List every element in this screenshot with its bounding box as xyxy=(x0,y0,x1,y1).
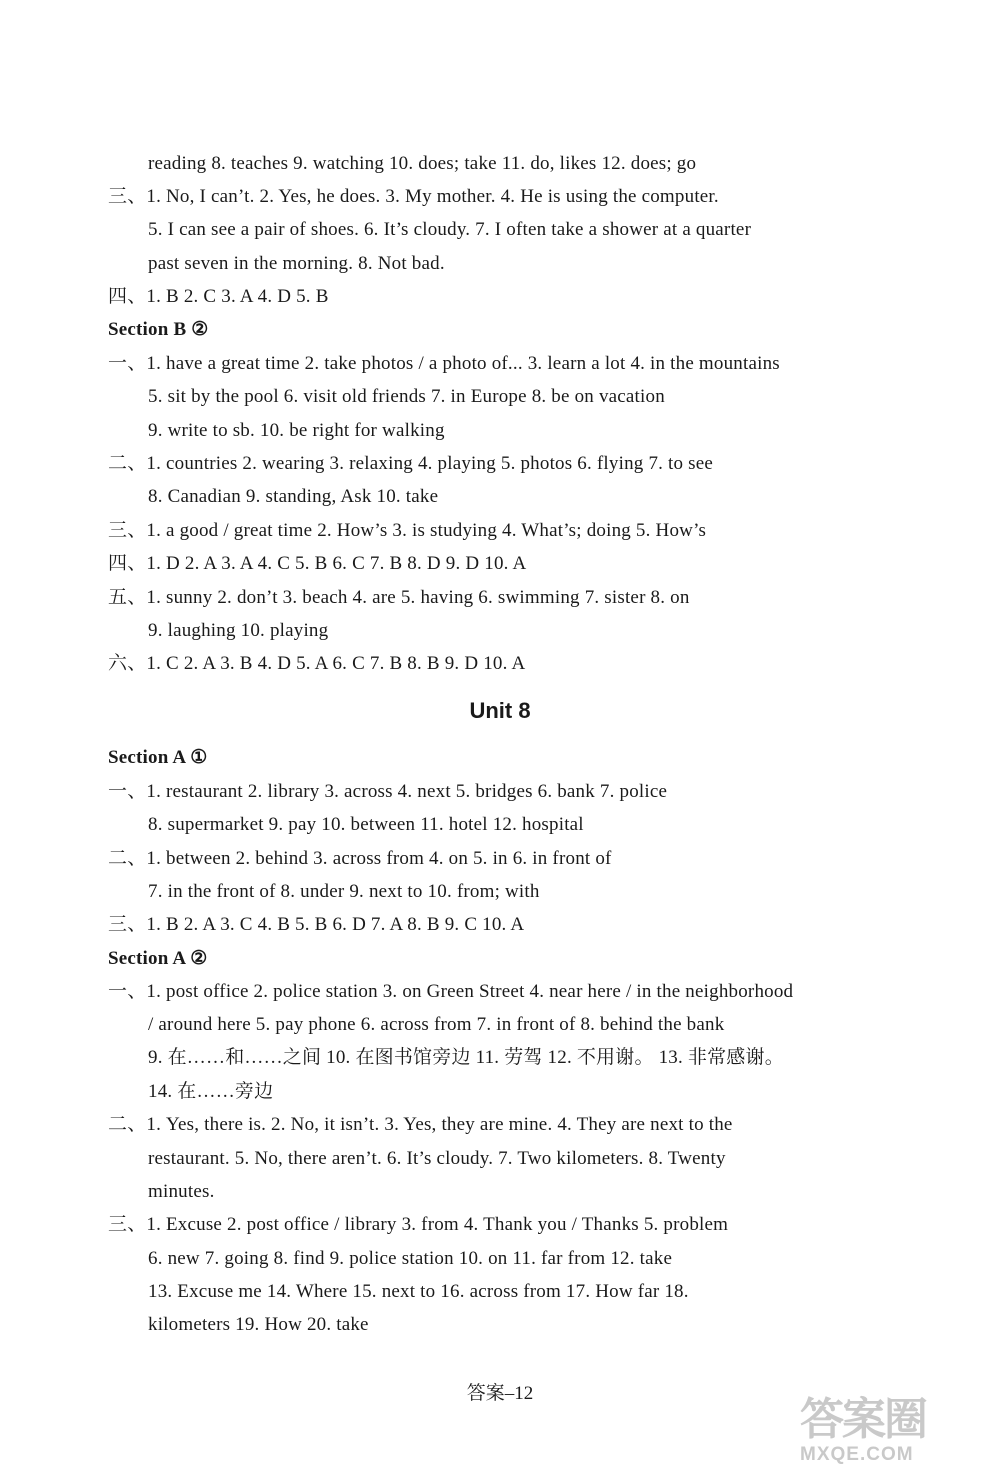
answer-line: 6. new 7. going 8. find 9. police station 10. on 11. far from 12. take xyxy=(148,1248,673,1269)
answer-line: restaurant. 5. No, there aren’t. 6. It’s cloudy. 7. Two kilometers. 8. Twenty xyxy=(148,1148,726,1169)
answer-line: 8. supermarket 9. pay 10. between 11. hotel 12. hospital xyxy=(148,814,584,835)
answer-line: 9. laughing 10. playing xyxy=(148,620,329,641)
answer-line: 13. Excuse me 14. Where 15. next to 16. across from 17. How far 18. xyxy=(148,1281,689,1302)
answer-line: 六、1. C 2. A 3. B 4. D 5. A 6. C 7. B 8. B 9. D 10. A xyxy=(108,653,526,674)
answer-line: 二、1. Yes, there is. 2. No, it isn’t. 3. Yes, they are mine. 4. They are next to the xyxy=(108,1114,733,1135)
unit-title: Unit 8 xyxy=(469,698,531,723)
answer-line: 一、1. have a great time 2. take photos / a photo of... 3. learn a lot 4. in the mountains xyxy=(108,353,780,374)
answer-line: 5. sit by the pool 6. visit old friends 7. in Europe 8. be on vacation xyxy=(148,386,665,407)
answer-line: 四、1. D 2. A 3. A 4. C 5. B 6. C 7. B 8. D 9. D 10. A xyxy=(108,553,527,574)
answer-line: 三、1. No, I can’t. 2. Yes, he does. 3. My mother. 4. He is using the computer. xyxy=(108,186,719,207)
answer-line: reading 8. teaches 9. watching 10. does; take 11. do, likes 12. does; go xyxy=(148,153,697,174)
answer-line: 二、1. between 2. behind 3. across from 4. on 5. in 6. in front of xyxy=(108,848,612,869)
answer-line: 四、1. B 2. C 3. A 4. D 5. B xyxy=(108,286,329,307)
watermark-url: MXQE.COM xyxy=(800,1444,914,1465)
answer-line: 一、1. restaurant 2. library 3. across 4. next 5. bridges 6. bank 7. police xyxy=(108,781,668,802)
answer-line: 三、1. Excuse 2. post office / library 3. from 4. Thank you / Thanks 5. problem xyxy=(108,1214,729,1235)
answer-line: 9. write to sb. 10. be right for walking xyxy=(148,420,445,441)
answer-line: 7. in the front of 8. under 9. next to 10. from; with xyxy=(148,881,540,902)
answer-line: 8. Canadian 9. standing, Ask 10. take xyxy=(148,486,439,507)
answer-line: 二、1. countries 2. wearing 3. relaxing 4. playing 5. photos 6. flying 7. to see xyxy=(108,453,714,474)
page-footer: 答案–12 xyxy=(466,1383,534,1404)
answer-line: 9. 在……和……之间 10. 在图书馆旁边 11. 劳驾 12. 不用谢。 13. 非常感谢。 xyxy=(148,1047,784,1068)
answer-line: 五、1. sunny 2. don’t 3. beach 4. are 5. having 6. swimming 7. sister 8. on xyxy=(108,587,690,608)
answer-line: 三、1. B 2. A 3. C 4. B 5. B 6. D 7. A 8. B 9. C 10. A xyxy=(108,914,525,935)
section-heading: Section A ① xyxy=(108,747,208,768)
answer-line: / around here 5. pay phone 6. across from 7. in front of 8. behind the bank xyxy=(148,1014,725,1035)
answer-line: 三、1. a good / great time 2. How’s 3. is studying 4. What’s; doing 5. How’s xyxy=(108,520,707,541)
watermark-logo xyxy=(800,1395,980,1465)
answer-line: past seven in the morning. 8. Not bad. xyxy=(148,253,445,274)
answer-line: kilometers 19. How 20. take xyxy=(148,1314,369,1335)
answer-line: 14. 在……旁边 xyxy=(148,1081,274,1102)
answer-line: 一、1. post office 2. police station 3. on Green Street 4. near here / in the neighborhood xyxy=(108,981,794,1002)
answer-line: 5. I can see a pair of shoes. 6. It’s cloudy. 7. I often take a shower at a quarter xyxy=(148,219,752,240)
section-heading: Section A ② xyxy=(108,948,208,969)
watermark-logo-text: 答案圈 xyxy=(800,1395,926,1444)
answer-line: minutes. xyxy=(148,1181,215,1202)
section-heading: Section B ② xyxy=(108,319,209,340)
